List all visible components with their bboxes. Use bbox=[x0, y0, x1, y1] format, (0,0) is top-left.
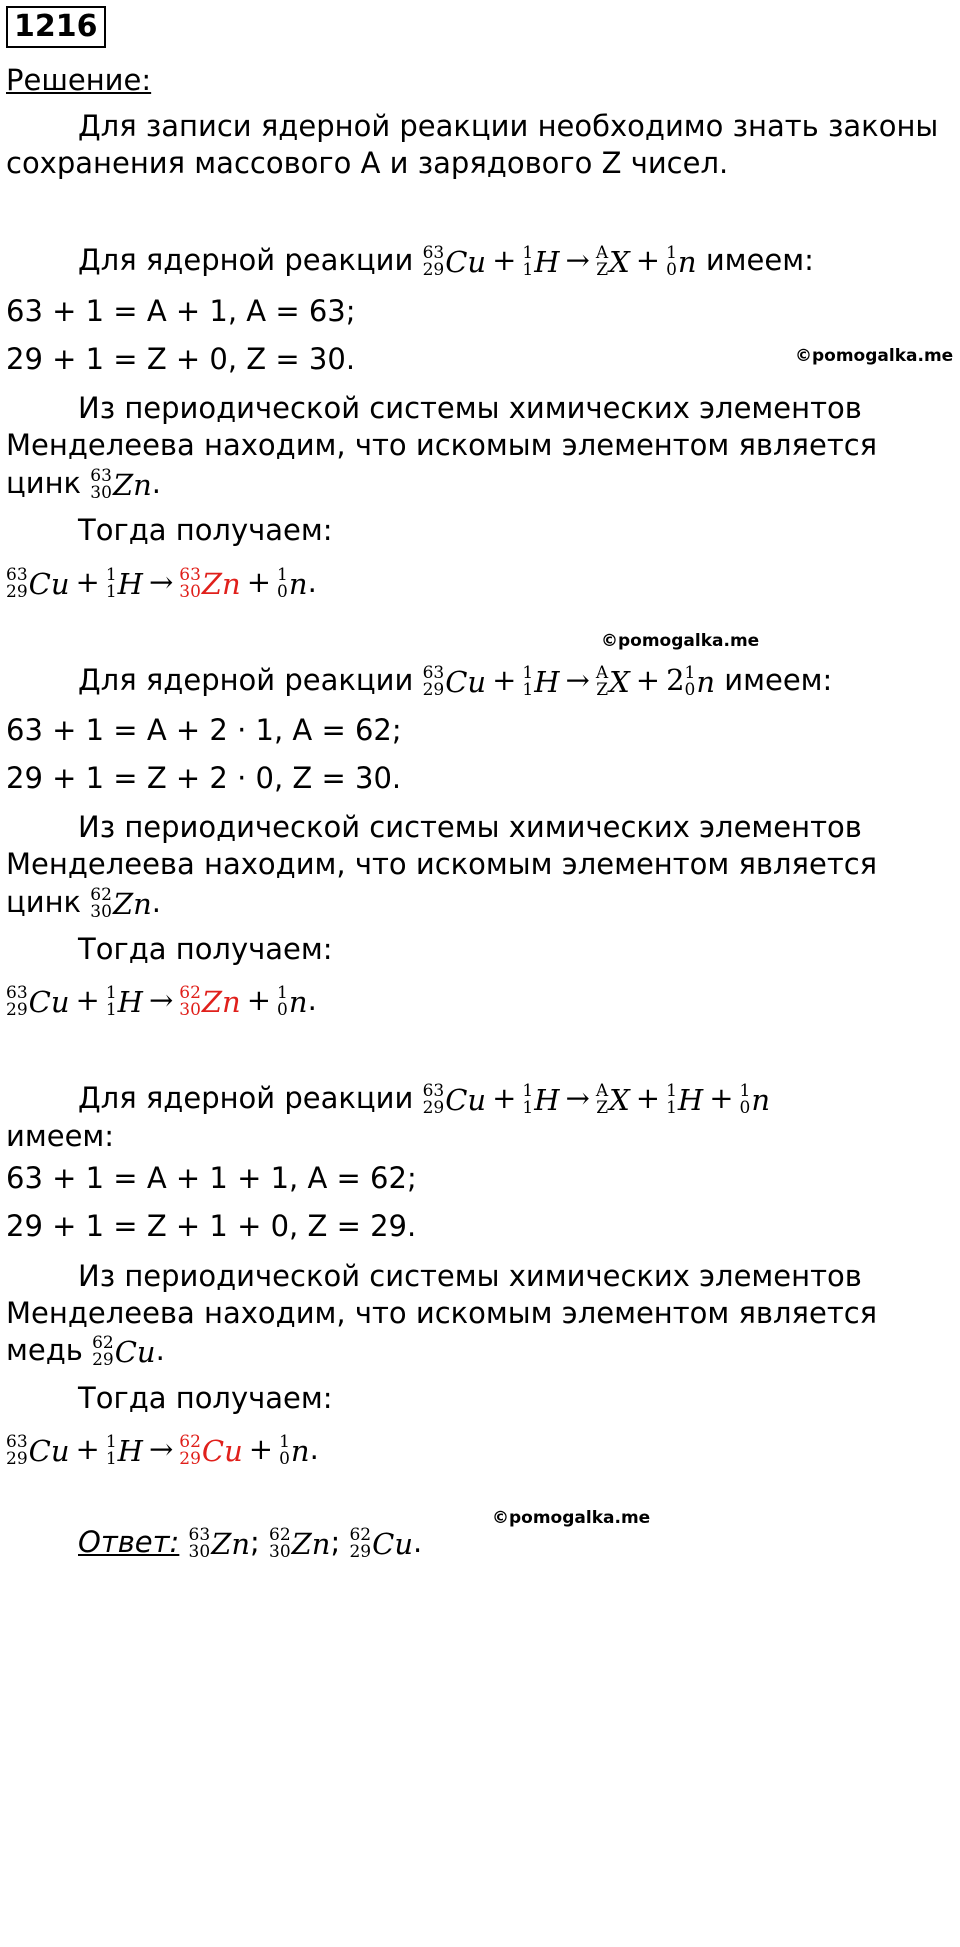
mass-number: 1 bbox=[666, 1081, 677, 1101]
mass-number: 1 bbox=[522, 663, 534, 683]
nuclide bbox=[106, 564, 143, 604]
mass-number: 1 bbox=[522, 243, 534, 263]
nuclide-indices bbox=[189, 1527, 211, 1561]
element-symbol: Cu bbox=[445, 665, 487, 699]
element-symbol: H bbox=[534, 665, 560, 699]
mass-number: 1 bbox=[279, 1432, 290, 1452]
nuclide-indices bbox=[106, 985, 117, 1019]
mass-number: 62 bbox=[269, 1525, 291, 1545]
nuclide bbox=[685, 662, 716, 702]
nuclide bbox=[6, 564, 70, 604]
charge-number: 30 bbox=[90, 902, 112, 922]
charge-number: Z bbox=[596, 1098, 609, 1118]
element-symbol: n bbox=[290, 1434, 310, 1468]
charge-number: 1 bbox=[666, 1098, 677, 1118]
mass-number: 63 bbox=[6, 565, 28, 585]
nuclide bbox=[740, 1080, 771, 1120]
charge-number: 1 bbox=[522, 260, 534, 280]
nuclide-indices bbox=[277, 985, 288, 1019]
element-symbol: H bbox=[117, 1434, 143, 1468]
element-symbol: Cu bbox=[445, 1083, 487, 1117]
nuclide-indices bbox=[522, 245, 533, 279]
case1-reaction-line: Для ядерной реакции 63 29 Cu + 1 1 H → A Z X + 1 0 n имеем: bbox=[78, 243, 814, 280]
nuclide-result bbox=[179, 1431, 243, 1471]
nuclide bbox=[666, 1080, 703, 1120]
nuclide-indices bbox=[666, 1083, 677, 1117]
watermark: ©pomogalka.me bbox=[492, 1508, 651, 1528]
charge-number: 1 bbox=[522, 680, 534, 700]
mass-number: 63 bbox=[422, 243, 445, 263]
charge-number: 1 bbox=[105, 1000, 117, 1020]
mass-number: 63 bbox=[179, 565, 201, 585]
watermark: ©pomogalka.me bbox=[601, 631, 760, 651]
nuclide bbox=[90, 465, 151, 505]
case3-element-line: медь 62 29 Cu . bbox=[6, 1333, 165, 1370]
mass-number: 63 bbox=[188, 1525, 211, 1545]
element-symbol: Zn bbox=[112, 887, 152, 921]
case2-result-equation: 63 29 Cu + 1 1 H → 62 30 Zn + 1 0 n . bbox=[6, 983, 317, 1020]
case1-table-line-2: Менделеева находим, что искомым элементом является bbox=[6, 428, 878, 462]
mass-number: 1 bbox=[522, 1081, 534, 1101]
nuclide bbox=[423, 662, 487, 702]
element-symbol: Zn bbox=[201, 985, 241, 1019]
nuclide-indices bbox=[522, 665, 533, 699]
nuclide-indices bbox=[596, 245, 608, 279]
nuclide bbox=[106, 1431, 143, 1471]
nuclide bbox=[106, 982, 143, 1022]
nuclide bbox=[279, 1431, 310, 1471]
intro-line-1: Для записи ядерной реакции необходимо знать законы bbox=[78, 109, 939, 143]
nuclide-indices bbox=[90, 468, 112, 502]
nuclide bbox=[277, 564, 308, 604]
charge-number: Z bbox=[596, 260, 609, 280]
case2-table-line-2: Менделеева находим, что искомым элементом является bbox=[6, 847, 878, 881]
element-symbol: X bbox=[609, 665, 630, 699]
nuclide bbox=[596, 242, 630, 282]
answer-label: Ответ: bbox=[78, 1525, 180, 1559]
case1-element-line: цинк 63 30 Zn . bbox=[6, 466, 161, 503]
charge-number: 30 bbox=[90, 483, 112, 503]
case1-result-equation: 63 29 Cu + 1 1 H → 63 30 Zn + 1 0 n . bbox=[6, 565, 317, 602]
case1-table-line-1: Из периодической системы химических элементов bbox=[78, 391, 862, 425]
charge-number: 29 bbox=[92, 1350, 114, 1370]
charge-number: 0 bbox=[739, 1098, 751, 1118]
element-symbol: Zn bbox=[211, 1527, 251, 1561]
charge-number: 30 bbox=[188, 1542, 211, 1562]
element-symbol: n bbox=[751, 1083, 771, 1117]
case1-mass-equation: 63 + 1 = A + 1, A = 63; bbox=[6, 294, 356, 328]
nuclide-indices bbox=[522, 1083, 533, 1117]
charge-number: 30 bbox=[179, 1000, 201, 1020]
case3-charge-equation: 29 + 1 = Z + 1 + 0, Z = 29. bbox=[6, 1209, 417, 1243]
charge-number: 30 bbox=[179, 582, 201, 602]
mass-number: 1 bbox=[684, 663, 696, 683]
charge-number: 1 bbox=[105, 582, 117, 602]
nuclide bbox=[423, 1080, 487, 1120]
mass-number: A bbox=[595, 1081, 609, 1101]
case1-then: Тогда получаем: bbox=[78, 513, 333, 547]
element-symbol: Zn bbox=[291, 1527, 331, 1561]
nuclide bbox=[596, 662, 630, 702]
nuclide-indices bbox=[179, 567, 201, 601]
element-symbol: Cu bbox=[28, 567, 70, 601]
answer-line: Ответ: 63 30 Zn ; 62 30 Zn ; 62 29 Cu . bbox=[78, 1525, 423, 1562]
case3-then: Тогда получаем: bbox=[78, 1381, 333, 1415]
mass-number: 1 bbox=[739, 1081, 751, 1101]
element-symbol: Zn bbox=[112, 468, 152, 502]
case3-table-line-1: Из периодической системы химических элементов bbox=[78, 1259, 862, 1293]
nuclide bbox=[522, 662, 559, 702]
case2-table-line-1: Из периодической системы химических элементов bbox=[78, 810, 862, 844]
element-symbol: Zn bbox=[201, 567, 241, 601]
case3-table-line-2: Менделеева находим, что искомым элементом является bbox=[6, 1296, 878, 1330]
charge-number: 29 bbox=[6, 582, 28, 602]
nuclide-indices bbox=[6, 985, 28, 1019]
problem-number: 1216 bbox=[6, 6, 106, 48]
nuclide bbox=[277, 982, 308, 1022]
charge-number: 1 bbox=[105, 1449, 117, 1469]
charge-number: 29 bbox=[422, 1098, 445, 1118]
mass-number: 63 bbox=[422, 1081, 445, 1101]
case2-element-line: цинк 62 30 Zn . bbox=[6, 885, 161, 922]
mass-number: 63 bbox=[6, 983, 28, 1003]
nuclide-indices bbox=[666, 245, 677, 279]
charge-number: 29 bbox=[422, 260, 445, 280]
nuclide-indices bbox=[423, 665, 445, 699]
nuclide-result bbox=[179, 564, 240, 604]
charge-number: 29 bbox=[6, 1449, 28, 1469]
element-symbol: H bbox=[117, 985, 143, 1019]
element-symbol: H bbox=[534, 245, 560, 279]
element-symbol: Cu bbox=[28, 985, 70, 1019]
element-symbol: n bbox=[288, 985, 308, 1019]
nuclide bbox=[522, 242, 559, 282]
nuclide-result bbox=[179, 982, 240, 1022]
element-symbol: H bbox=[534, 1083, 560, 1117]
charge-number: 29 bbox=[349, 1542, 372, 1562]
element-symbol: X bbox=[609, 1083, 630, 1117]
nuclide bbox=[269, 1524, 330, 1564]
charge-number: Z bbox=[596, 680, 609, 700]
mass-number: 63 bbox=[6, 1432, 28, 1452]
case2-mass-equation: 63 + 1 = A + 2 · 1, A = 62; bbox=[6, 713, 402, 747]
element-symbol: Cu bbox=[201, 1434, 243, 1468]
nuclide bbox=[423, 242, 487, 282]
nuclide-indices bbox=[596, 1083, 608, 1117]
mass-number: A bbox=[595, 663, 609, 683]
charge-number: 0 bbox=[277, 1000, 288, 1020]
nuclide bbox=[90, 884, 151, 924]
element-symbol: n bbox=[288, 567, 308, 601]
mass-number: 1 bbox=[105, 983, 117, 1003]
mass-number: 1 bbox=[277, 983, 288, 1003]
nuclide-indices bbox=[106, 567, 117, 601]
nuclide bbox=[189, 1524, 250, 1564]
mass-number: 1 bbox=[105, 1432, 117, 1452]
nuclide-indices bbox=[277, 567, 288, 601]
element-symbol: Cu bbox=[28, 1434, 70, 1468]
element-symbol: Cu bbox=[372, 1527, 413, 1561]
nuclide-indices bbox=[685, 665, 696, 699]
mass-number: 62 bbox=[92, 1333, 114, 1353]
charge-number: 29 bbox=[6, 1000, 28, 1020]
nuclide-indices bbox=[179, 985, 201, 1019]
charge-number: 0 bbox=[277, 582, 288, 602]
case3-reaction-line: Для ядерной реакции 63 29 Cu + 1 1 H → A Z X + 1 1 H + 1 0 n bbox=[78, 1081, 771, 1118]
element-symbol: X bbox=[609, 245, 630, 279]
mass-number: 62 bbox=[349, 1525, 372, 1545]
nuclide-indices bbox=[740, 1083, 751, 1117]
mass-number: 1 bbox=[105, 565, 117, 585]
case1-charge-equation: 29 + 1 = Z + 0, Z = 30. bbox=[6, 342, 356, 376]
watermark: ©pomogalka.me bbox=[795, 346, 954, 366]
nuclide bbox=[6, 1431, 70, 1471]
charge-number: 29 bbox=[179, 1449, 201, 1469]
nuclide-indices bbox=[269, 1527, 291, 1561]
nuclide-indices bbox=[279, 1434, 290, 1468]
element-symbol: Cu bbox=[445, 245, 487, 279]
nuclide bbox=[6, 982, 70, 1022]
mass-number: 62 bbox=[90, 885, 112, 905]
mass-number: 63 bbox=[422, 663, 445, 683]
nuclide-indices bbox=[423, 245, 445, 279]
charge-number: 29 bbox=[422, 680, 445, 700]
mass-number: A bbox=[595, 243, 609, 263]
element-symbol: n bbox=[696, 665, 716, 699]
case2-reaction-line: Для ядерной реакции 63 29 Cu + 1 1 H → A Z X + 2 1 0 n имеем: bbox=[78, 663, 833, 700]
case3-mass-equation: 63 + 1 = A + 1 + 1, A = 62; bbox=[6, 1161, 417, 1195]
nuclide bbox=[349, 1524, 413, 1564]
mass-number: 62 bbox=[179, 1432, 201, 1452]
mass-number: 1 bbox=[277, 565, 288, 585]
element-symbol: H bbox=[677, 1083, 704, 1117]
charge-number: 0 bbox=[279, 1449, 290, 1469]
element-symbol: H bbox=[117, 567, 143, 601]
case2-then: Тогда получаем: bbox=[78, 932, 333, 966]
case2-charge-equation: 29 + 1 = Z + 2 · 0, Z = 30. bbox=[6, 761, 402, 795]
charge-number: 0 bbox=[666, 260, 677, 280]
mass-number: 63 bbox=[90, 466, 112, 486]
solution-label: Решение: bbox=[6, 63, 152, 97]
nuclide-indices bbox=[596, 665, 608, 699]
case3-result-equation: 63 29 Cu + 1 1 H → 62 29 Cu + 1 0 n . bbox=[6, 1432, 319, 1469]
charge-number: 0 bbox=[684, 680, 696, 700]
nuclide-indices bbox=[90, 887, 112, 921]
nuclide-indices bbox=[179, 1434, 201, 1468]
nuclide-indices bbox=[6, 1434, 28, 1468]
intro-line-2: сохранения массового A и зарядового Z чисел. bbox=[6, 146, 729, 180]
mass-number: 62 bbox=[179, 983, 201, 1003]
nuclide-indices bbox=[423, 1083, 445, 1117]
charge-number: 30 bbox=[269, 1542, 291, 1562]
nuclide bbox=[92, 1332, 156, 1372]
nuclide-indices bbox=[6, 567, 28, 601]
nuclide-indices bbox=[349, 1527, 371, 1561]
nuclide-indices bbox=[92, 1335, 114, 1369]
element-symbol: n bbox=[677, 245, 697, 279]
nuclide bbox=[522, 1080, 559, 1120]
element-symbol: Cu bbox=[114, 1335, 156, 1369]
case3-we-have: имеем: bbox=[6, 1119, 115, 1153]
nuclide-indices bbox=[106, 1434, 117, 1468]
nuclide bbox=[596, 1080, 630, 1120]
nuclide bbox=[666, 242, 697, 282]
charge-number: 1 bbox=[522, 1098, 534, 1118]
mass-number: 1 bbox=[666, 243, 677, 263]
